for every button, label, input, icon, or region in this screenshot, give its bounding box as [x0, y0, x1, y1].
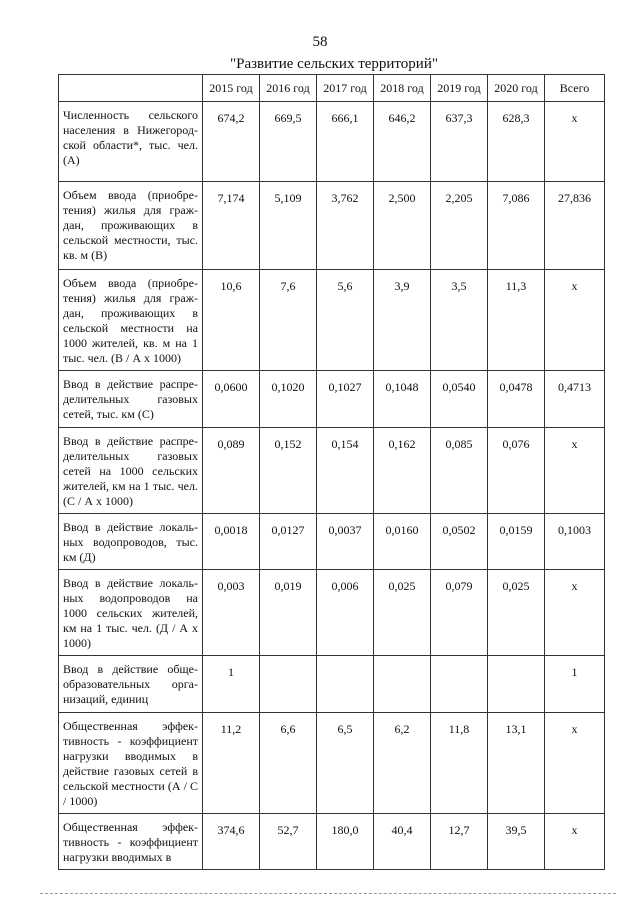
table-row	[59, 371, 605, 428]
row-label: Ввод в действие локаль-ных водопроводов на 1000 сельских жителей, км на 1 тыс. чел. (Д / А х 1000)	[59, 570, 203, 656]
row-label: Численность сельского населения в Нижегород-ской области*, тыс. чел. (А)	[59, 102, 203, 182]
cell-value	[431, 656, 488, 713]
cell-value: 0,0478	[488, 371, 545, 428]
cell-value: 7,174	[203, 182, 260, 270]
cell-value: 39,5	[488, 814, 545, 870]
header-cell: 2016 год	[260, 75, 317, 102]
table-row	[59, 814, 605, 870]
cell-value: 7,086	[488, 182, 545, 270]
cell-value: 0,003	[203, 570, 260, 656]
header-cell: 2015 год	[203, 75, 260, 102]
table-row	[59, 270, 605, 371]
cell-value: 0,0600	[203, 371, 260, 428]
cell-value: 0,154	[317, 428, 374, 514]
cell-value: 180,0	[317, 814, 374, 870]
table-row	[59, 514, 605, 570]
header-cell: 2019 год	[431, 75, 488, 102]
cell-value: 0,0037	[317, 514, 374, 570]
cell-value: 3,762	[317, 182, 374, 270]
row-label: Ввод в действие распре-делительных газовых сетей, тыс. км (С)	[59, 371, 203, 428]
table-row	[59, 656, 605, 713]
table-row	[59, 182, 605, 270]
cell-value: 6,6	[260, 713, 317, 814]
cell-value: 0,076	[488, 428, 545, 514]
cell-value: 0,0160	[374, 514, 431, 570]
cell-value: 6,5	[317, 713, 374, 814]
cell-value: 5,109	[260, 182, 317, 270]
cell-value: 0,0159	[488, 514, 545, 570]
cell-value: 0,079	[431, 570, 488, 656]
cell-value: 11,3	[488, 270, 545, 371]
cell-value: 637,3	[431, 102, 488, 182]
cell-value: 0,025	[488, 570, 545, 656]
cell-value: 674,2	[203, 102, 260, 182]
cell-value: 0,0502	[431, 514, 488, 570]
cell-value: x	[545, 814, 605, 870]
cell-value: 5,6	[317, 270, 374, 371]
header-cell: Всего	[545, 75, 605, 102]
cell-value: 7,6	[260, 270, 317, 371]
bottom-divider	[40, 893, 616, 894]
cell-value: 0,089	[203, 428, 260, 514]
cell-value: x	[545, 428, 605, 514]
cell-value	[260, 656, 317, 713]
table-row	[59, 713, 605, 814]
cell-value: 0,085	[431, 428, 488, 514]
cell-value: 12,7	[431, 814, 488, 870]
cell-value: 0,1048	[374, 371, 431, 428]
cell-value: 11,2	[203, 713, 260, 814]
cell-value: x	[545, 713, 605, 814]
cell-value: 666,1	[317, 102, 374, 182]
row-label: Объем ввода (приобре-тения) жилья для граж-дан, проживающих в сельской местности на 1000 жителей, кв. м на 1 тыс. чел. (В / А х 1000)	[59, 270, 203, 371]
table-row	[59, 570, 605, 656]
row-label: Ввод в действие локаль-ных водопроводов, тыс. км (Д)	[59, 514, 203, 570]
cell-value: 0,0018	[203, 514, 260, 570]
cell-value: 40,4	[374, 814, 431, 870]
cell-value: 6,2	[374, 713, 431, 814]
cell-value: 27,836	[545, 182, 605, 270]
row-label: Объем ввода (приобре-тения) жилья для граж-дан, проживающих в сельской местности, тыс. кв. м (В)	[59, 182, 203, 270]
row-label: Ввод в действие распре-делительных газовых сетей на 1000 сельских жителей, км на 1 тыс. чел. (С / А х 1000)	[59, 428, 203, 514]
header-cell	[59, 75, 203, 102]
cell-value: 669,5	[260, 102, 317, 182]
cell-value: 0,152	[260, 428, 317, 514]
cell-value: 0,0127	[260, 514, 317, 570]
document-title: "Развитие сельских территорий"	[230, 56, 438, 72]
cell-value: 2,205	[431, 182, 488, 270]
cell-value: 10,6	[203, 270, 260, 371]
cell-value: 52,7	[260, 814, 317, 870]
cell-value: 1	[545, 656, 605, 713]
cell-value: 0,4713	[545, 371, 605, 428]
cell-value: 2,500	[374, 182, 431, 270]
cell-value: x	[545, 570, 605, 656]
cell-value: 0,019	[260, 570, 317, 656]
cell-value: 0,162	[374, 428, 431, 514]
page-number: 58	[312, 34, 328, 50]
cell-value: 374,6	[203, 814, 260, 870]
cell-value: 0,1020	[260, 371, 317, 428]
cell-value: 0,1003	[545, 514, 605, 570]
cell-value: 646,2	[374, 102, 431, 182]
row-label: Общественная эффек-тивность - коэффициент нагрузки вводимых в действие газовых сетей в сельской местности (А / С / 1000)	[59, 713, 203, 814]
table-row	[59, 102, 605, 182]
cell-value: 0,1027	[317, 371, 374, 428]
header-cell: 2020 год	[488, 75, 545, 102]
header-cell: 2018 год	[374, 75, 431, 102]
cell-value: 11,8	[431, 713, 488, 814]
table-row	[59, 428, 605, 514]
cell-value	[374, 656, 431, 713]
header-cell: 2017 год	[317, 75, 374, 102]
cell-value: 0,025	[374, 570, 431, 656]
table-header-row	[59, 75, 605, 102]
row-label: Ввод в действие обще-образовательных орга-низаций, единиц	[59, 656, 203, 713]
cell-value	[488, 656, 545, 713]
row-label: Общественная эффек-тивность - коэффициент нагрузки вводимых в	[59, 814, 203, 870]
cell-value: x	[545, 102, 605, 182]
indicators-table	[58, 74, 605, 870]
cell-value: 13,1	[488, 713, 545, 814]
cell-value: 0,0540	[431, 371, 488, 428]
cell-value: x	[545, 270, 605, 371]
cell-value: 3,9	[374, 270, 431, 371]
cell-value: 1	[203, 656, 260, 713]
cell-value: 628,3	[488, 102, 545, 182]
cell-value: 3,5	[431, 270, 488, 371]
cell-value	[317, 656, 374, 713]
cell-value: 0,006	[317, 570, 374, 656]
